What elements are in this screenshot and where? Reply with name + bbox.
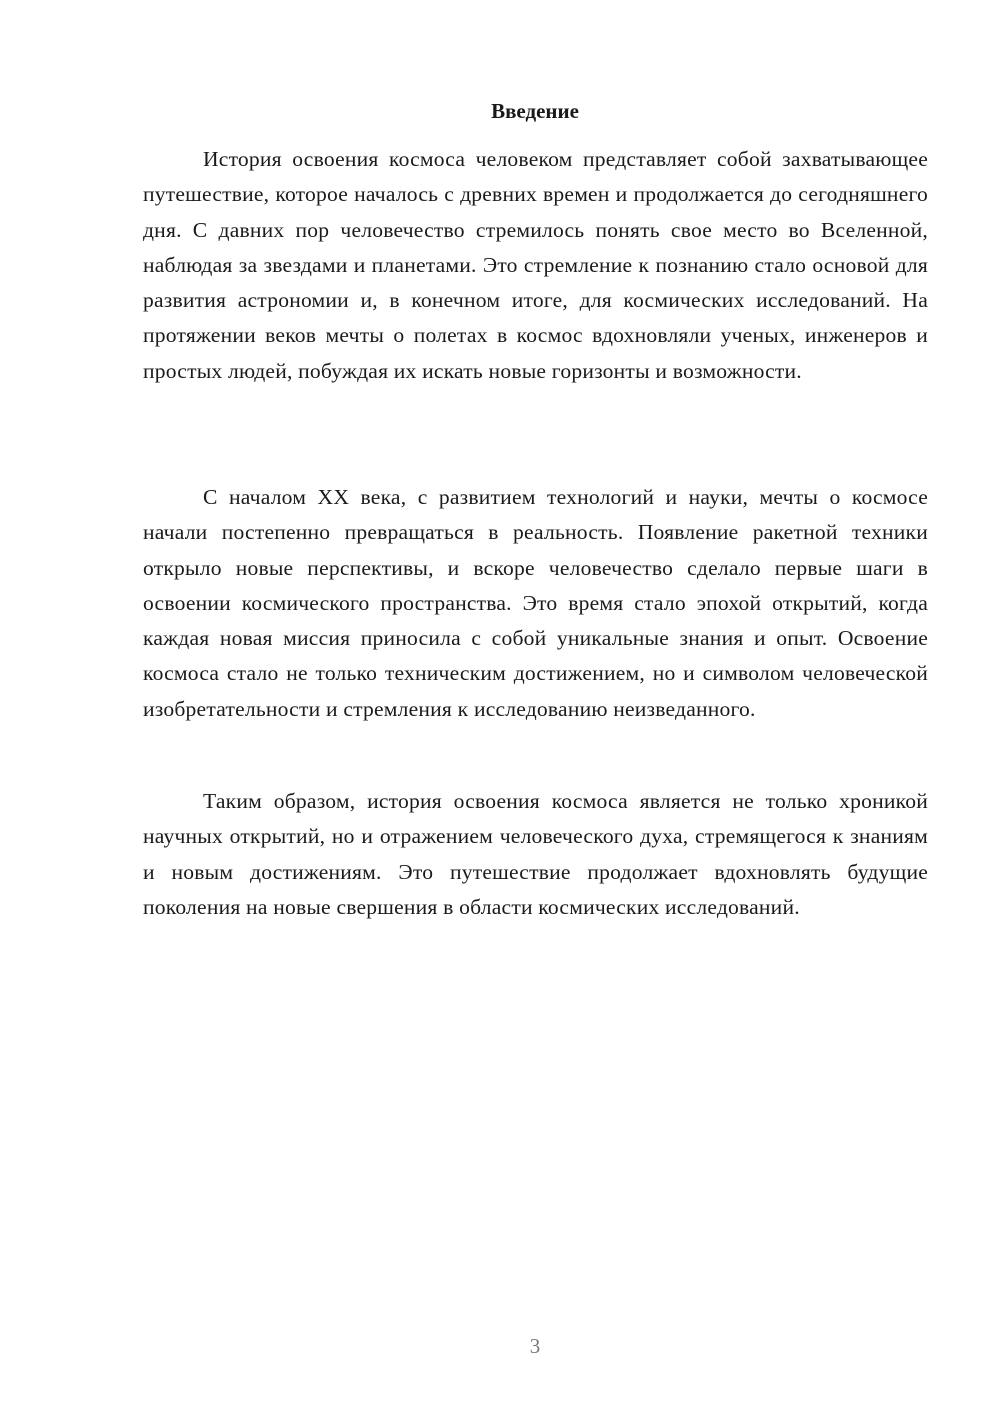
paragraph-2: С началом XX века, с развитием технологий и науки, мечты о космосе начали постепенно превращаться в реальность. Появление ракетной техники открыло новые перспективы, и вскоре человечество сделало первые шаги в освоении космического пространства. Это время стало эпохой открытий, когда каждая новая миссия приносила с собой уникальные знания и опыт. Освоение космоса стало не только техническим достижением, но и символом человеческой изобретательности и стремления к исследованию неизведанного.: [143, 485, 928, 721]
paragraph-3: Таким образом, история освоения космоса является не только хроникой научных открытий, но и отражением человеческого духа, стремящегося к знаниям и новым достижениям. Это путешествие продолжает вдохновлять будущие поколения на новые свершения в области космических исследований.: [143, 789, 928, 919]
paragraph-1: История освоения космоса человеком представляет собой захватывающее путешествие, которое началось с древних времен и продолжается до сегодняшнего дня. С давних пор человечество стремилось понять свое место во Вселенной, наблюдая за звездами и планетами. Это стремление к познанию стало основой для развития астрономии и, в конечном итоге, для космических исследований. На протяжении веков мечты о полетах в космос вдохновляли ученых, инженеров и простых людей, побуждая их искать новые горизонты и возможности.: [143, 147, 928, 383]
page-number: 3: [529, 1334, 541, 1358]
section-heading: Введение: [491, 99, 579, 123]
